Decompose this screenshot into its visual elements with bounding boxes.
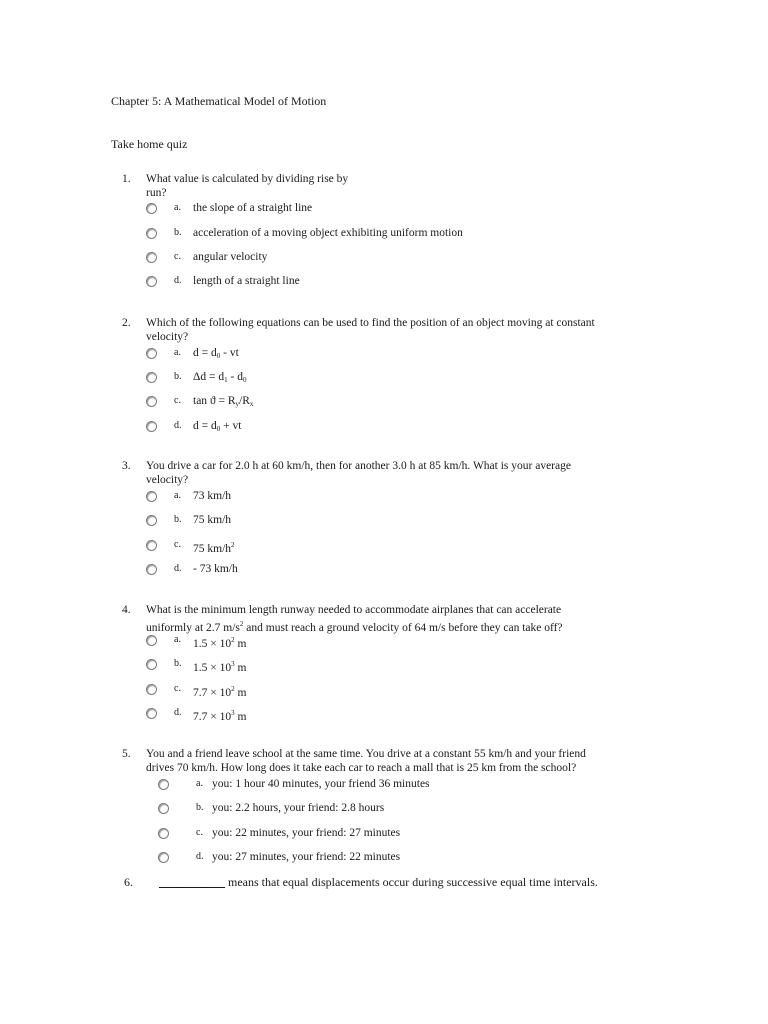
option-text: 73 km/h <box>193 490 232 502</box>
option-text: 75 km/h <box>193 514 232 526</box>
question-text: What value is calculated by dividing rise by run? <box>146 173 349 199</box>
option-text: length of a straight line <box>193 275 300 287</box>
question-text: You drive a car for 2.0 h at 60 km/h, then for another 3.0 h at 85 km/h. What is your average velocity? <box>146 460 571 486</box>
option-text: $1.5 \times 10^3$ m <box>193 660 247 674</box>
option-letter: d. <box>174 420 182 431</box>
radio-button[interactable] <box>146 659 157 670</box>
radio-button[interactable] <box>158 779 169 790</box>
option-letter: b. <box>174 658 182 669</box>
option-letter: b. <box>196 802 204 813</box>
page-subtitle: Take home quiz <box>111 137 188 151</box>
option-text: you: 27 minutes, your friend: 22 minutes <box>212 851 401 863</box>
option-letter: d. <box>174 275 182 286</box>
option-letter: d. <box>174 707 182 718</box>
question-6 <box>124 875 598 890</box>
question-5 <box>122 747 642 777</box>
option-text: 75 $km/h^2$ <box>193 541 235 555</box>
option-letter: b. <box>174 227 182 238</box>
question-number: 3. <box>122 460 131 472</box>
option-text: acceleration of a moving object exhibiting uniform motion <box>193 227 463 239</box>
option-text: $7.7 \times 10^2$ m <box>193 685 247 699</box>
option-letter: a. <box>196 778 203 789</box>
radio-button[interactable] <box>146 228 157 239</box>
option-text: angular velocity <box>193 251 268 263</box>
option-letter: a. <box>174 202 181 213</box>
radio-button[interactable] <box>146 396 157 407</box>
question-3 <box>122 459 642 489</box>
option-letter: c. <box>196 827 203 838</box>
question-1 <box>122 172 642 202</box>
question-number: 4. <box>122 604 131 616</box>
option-text: $7.7 \times 10^3$ m <box>193 709 247 723</box>
option-letter: a. <box>174 347 181 358</box>
option-text: you: 1 hour 40 minutes, your friend 36 minutes <box>212 778 430 790</box>
option-text: d = d0 + vt <box>193 420 242 433</box>
radio-button[interactable] <box>146 421 157 432</box>
option-letter: a. <box>174 490 181 501</box>
radio-button[interactable] <box>146 348 157 359</box>
radio-button[interactable] <box>158 828 169 839</box>
option-text: Δd = d1 - d0 <box>193 371 247 384</box>
option-letter: a. <box>174 634 181 645</box>
radio-button[interactable] <box>146 372 157 383</box>
option-text: you: 22 minutes, your friend: 27 minutes <box>212 827 401 839</box>
question-number: 1. <box>122 173 131 185</box>
question-text: What is the minimum length runway needed to accommodate airplanes that can accelerate uniformly at 2.7 $m/s^2$ and must reach a ground velocity of 64 m/s before they can take off? <box>146 604 563 634</box>
radio-button[interactable] <box>146 491 157 502</box>
radio-button[interactable] <box>146 540 157 551</box>
option-text: tan ϑ = Ry/Rx <box>193 395 254 408</box>
question-text: means that equal displacements occur during successive equal time intervals. <box>225 875 598 889</box>
option-letter: d. <box>196 851 204 862</box>
option-text: d = d0 - vt <box>193 347 239 360</box>
option-letter: b. <box>174 371 182 382</box>
radio-button[interactable] <box>146 708 157 719</box>
page-title: Chapter 5: A Mathematical Model of Motion <box>111 94 327 108</box>
radio-button[interactable] <box>146 276 157 287</box>
option-text: - 73 km/h <box>193 563 238 575</box>
option-letter: c. <box>174 395 181 406</box>
radio-button[interactable] <box>146 203 157 214</box>
question-number: 5. <box>122 748 131 760</box>
question-number: 6. <box>124 875 133 889</box>
option-text: the slope of a straight line <box>193 202 313 214</box>
question-4 <box>122 603 642 633</box>
radio-button[interactable] <box>158 852 169 863</box>
option-letter: c. <box>174 539 181 550</box>
question-2 <box>122 316 642 346</box>
radio-button[interactable] <box>146 252 157 263</box>
question-text: Which of the following equations can be used to find the position of an object moving at constant velocity? <box>146 317 595 343</box>
radio-button[interactable] <box>146 635 157 646</box>
option-letter: c. <box>174 683 181 694</box>
option-text: $1.5 \times 10^2$ m <box>193 636 247 650</box>
option-letter: c. <box>174 251 181 262</box>
radio-button[interactable] <box>158 803 169 814</box>
radio-button[interactable] <box>146 684 157 695</box>
radio-button[interactable] <box>146 515 157 526</box>
option-text: you: 2.2 hours, your friend: 2.8 hours <box>212 802 385 814</box>
option-letter: d. <box>174 563 182 574</box>
fill-in-blank[interactable]: ___________ <box>159 875 225 889</box>
radio-button[interactable] <box>146 564 157 575</box>
option-letter: b. <box>174 514 182 525</box>
question-number: 2. <box>122 317 131 329</box>
question-text: You and a friend leave school at the same time. You drive at a constant 55 km/h and your friend drives 70 km/h. How long does it take each car to reach a mall that is 25 km from the school? <box>146 748 586 774</box>
